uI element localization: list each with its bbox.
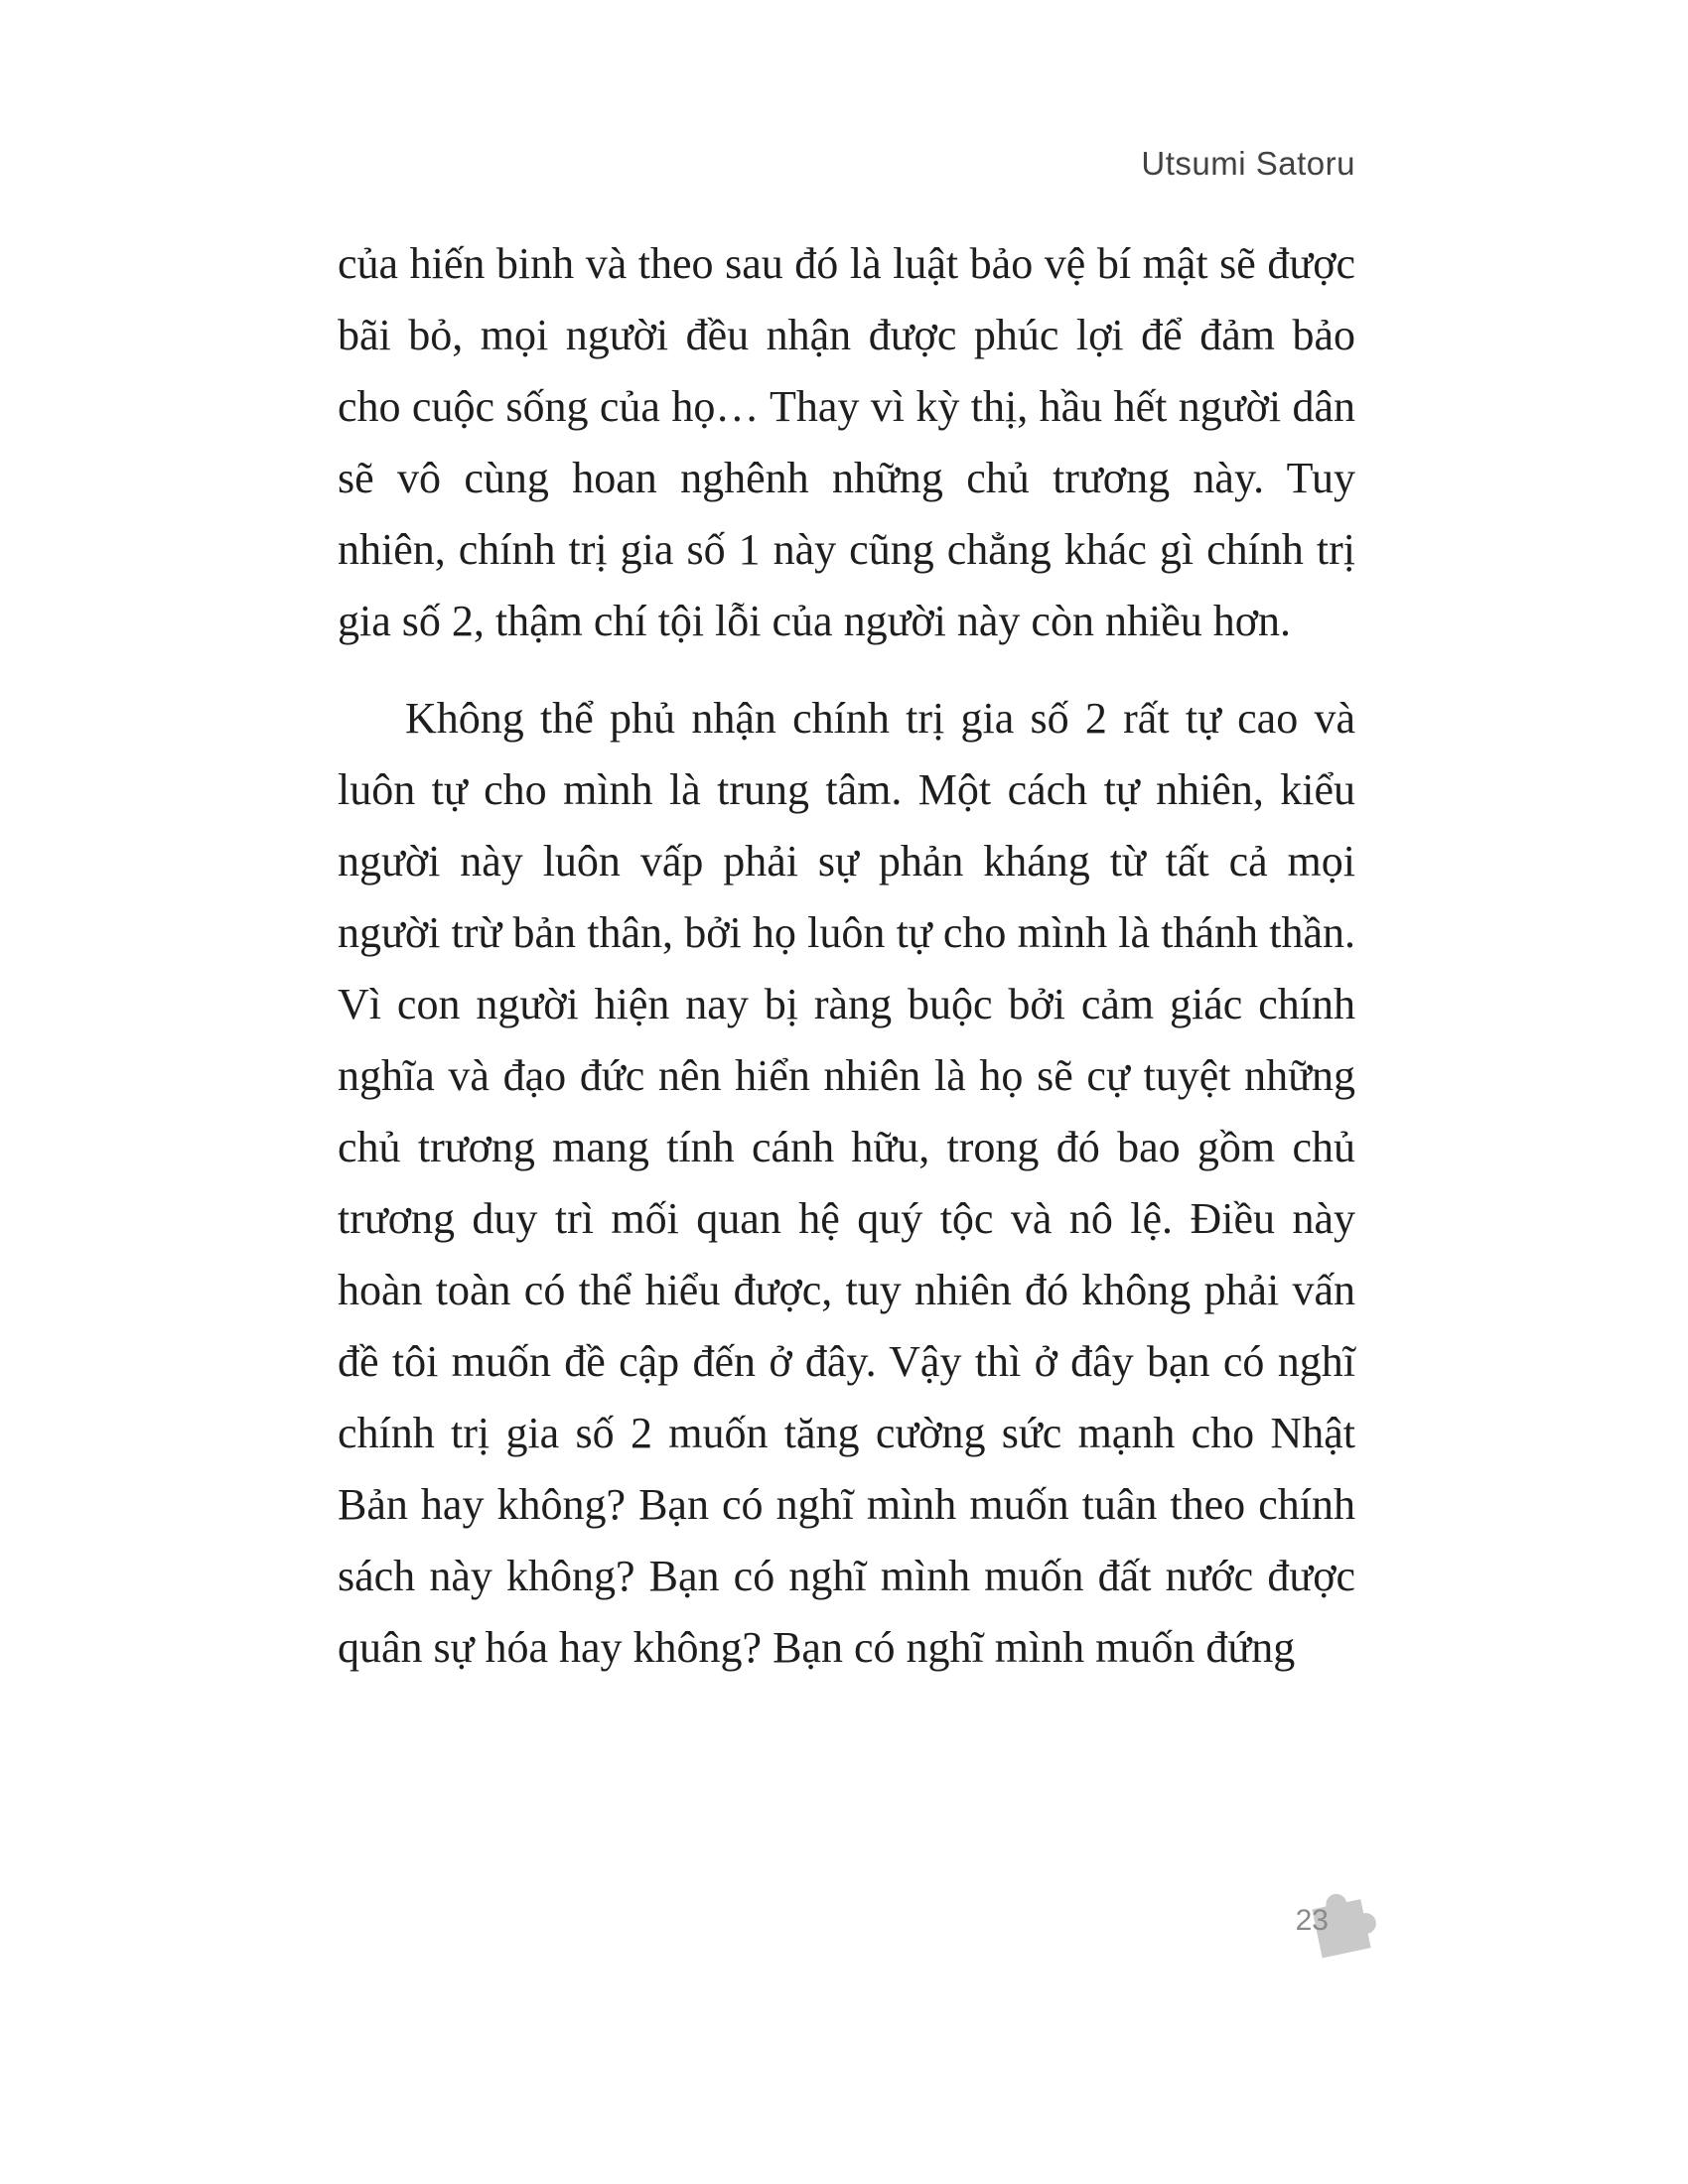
paragraph: của hiến binh và theo sau đó là luật bảo vệ bí mật sẽ được bãi bỏ, mọi người đều nhận được phúc lợi để đảm bảo cho cuộc sống của họ… Thay vì kỳ thị, hầu hết người dân sẽ vô cùng hoan nghênh những chủ trương này. Tuy nhiên, chính trị gia số 1 này cũng chẳng khác gì chính trị gia số 2, thậm chí tội lỗi của người này còn nhiều hơn. (338, 239, 1355, 645)
running-header-author: Utsumi Satoru (1141, 145, 1355, 182)
page-footer (1296, 1864, 1390, 1964)
page-number: 23 (1295, 1904, 1329, 1937)
body-text (338, 228, 1355, 1684)
paragraph: Không thể phủ nhận chính trị gia số 2 rất tự cao và luôn tự cho mình là trung tâm. Một cách tự nhiên, kiểu người này luôn vấp phải sự phản kháng từ tất cả mọi người trừ bản thân, bởi họ luôn tự cho mình là thánh thần. Vì con người hiện nay bị ràng buộc bởi cảm giác chính nghĩa và đạo đức nên hiển nhiên là họ sẽ cự tuyệt những chủ trương mang tính cánh hữu, trong đó bao gồm chủ trương duy trì mối quan hệ quý tộc và nô lệ. Điều này hoàn toàn có thể hiểu được, tuy nhiên đó không phải vấn đề tôi muốn đề cập đến ở đây. Vậy thì ở đây bạn có nghĩ chính trị gia số 2 muốn tăng cường sức mạnh cho Nhật Bản hay không? Bạn có nghĩ mình muốn tuân theo chính sách này không? Bạn có nghĩ mình muốn đất nước được quân sự hóa hay không? Bạn có nghĩ mình muốn đứng (338, 694, 1355, 1672)
